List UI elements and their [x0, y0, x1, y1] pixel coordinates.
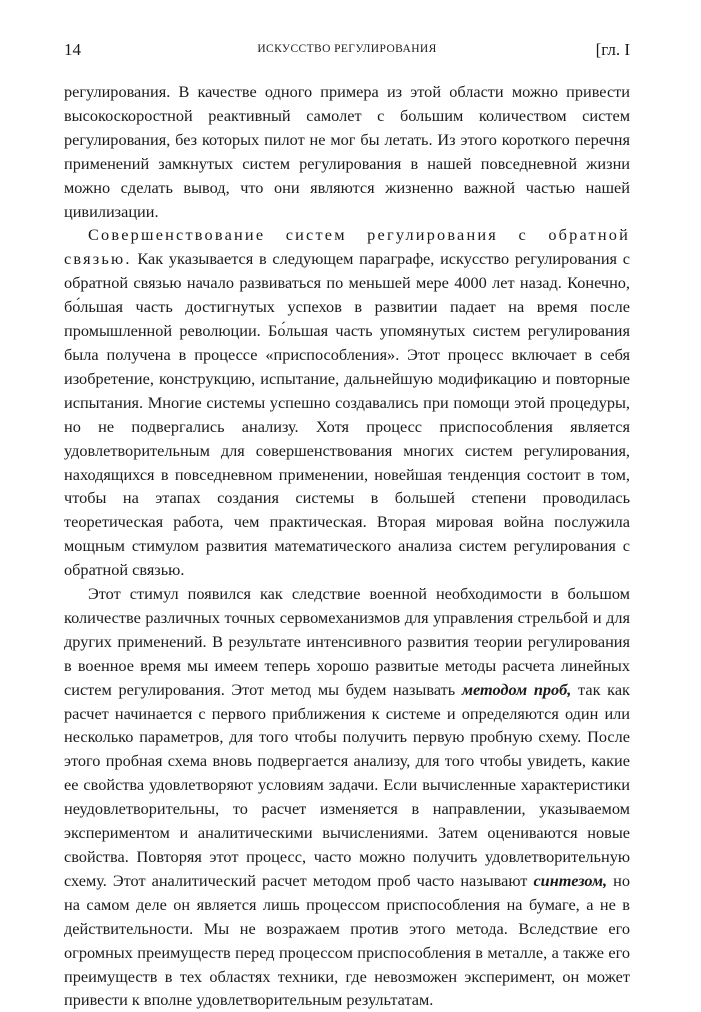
paragraph-3-text-1: Этот стимул появился как следствие военной необходимости в большом количестве различных точных сервомеханизмов для управления стрельбой и для других применений. В результате интенсивного развития теории регулирования в военное время мы имеем теперь хорошо развитые методы расчета линейных систем регулирования. Этот метод мы будем называть — [64, 584, 630, 699]
paragraph-3-text-3: но на самом деле он является лишь процессом приспособления на бумаге, а не в действительности. Мы не возражаем против этого метода. Вследствие его огромных преимуществ перед процессом приспособления в металле, а также его преимуществ в тех областях техники, где невозможен эксперимент, он может привести к вполне удовлетворительным результатам. — [64, 870, 630, 1010]
paragraph-2-text: Как указывается в следующем параграфе, искусство регулирования с обратной связью начало развиваться по меньшей мере 4000 лет назад. Конечно, бо́льшая часть достигнутых успехов в развитии падает на время после промышленной революции. Бо́льшая часть упомянутых систем регулирования была получена в процессе «приспособления». Этот процесс включает в себя изобретение, конструкцию, испытание, дальнейшую модификацию и повторные испытания. Многие системы успешно создавались при помощи этой процедуры, но не подвергались анализу. Хотя процесс приспособления является удовлетворительным для совершенствования многих систем регулирования, находящихся в повседневном применении, новейшая тенденция состоит в том, чтобы на этапах создания системы в большей степени проводилась теоретическая работа, чем практическая. Вторая мировая война послужила мощным стимулом развития математического анализа систем регулирования с обратной связью. — [64, 249, 630, 580]
paragraph-2 — [64, 223, 630, 582]
section-heading: Совершенствование систем регулирования с обратной связью. — [64, 225, 630, 269]
paragraph-1 — [64, 80, 630, 223]
book-page — [64, 40, 630, 1012]
body-text — [64, 80, 630, 1012]
page-header — [64, 40, 630, 66]
running-title: ИСКУССТВО РЕГУЛИРОВАНИЯ — [257, 43, 437, 55]
paragraph-3 — [64, 582, 630, 1012]
chapter-label: [гл. I — [595, 40, 630, 59]
page-number: 14 — [64, 40, 81, 59]
paragraph-3-text-2: так как расчет начинается с первого приближения к системе и определяются один или несколько параметров, для того чтобы получить первую пробную схему. После этого пробная схема вновь подвергается анализу, для того чтобы увидеть, какие ее свойства удовлетворяют условиям задачи. Если вычисленные характеристики неудовлетворительны, то расчет изменяется в направлении, указываемом экспериментом и аналитическими вычислениями. Затем оцениваются новые свойства. Повторяя этот процесс, часто можно получить удовлетворительную схему. Этот аналитический расчет методом проб часто называют — [64, 679, 630, 890]
term-trial-method: методом проб, — [461, 679, 572, 699]
paragraph-1-text: регулирования. В качестве одного примера из этой области можно привести высокоскоростной реактивный самолет с большим количеством систем регулирования, без которых пилот не мог бы летать. Из этого короткого перечня применений замкнутых систем регулирования в нашей повседневной жизни можно сделать вывод, что они являются жизненно важной частью нашей цивилизации. — [64, 82, 630, 221]
term-synthesis: синтезом, — [533, 870, 608, 890]
